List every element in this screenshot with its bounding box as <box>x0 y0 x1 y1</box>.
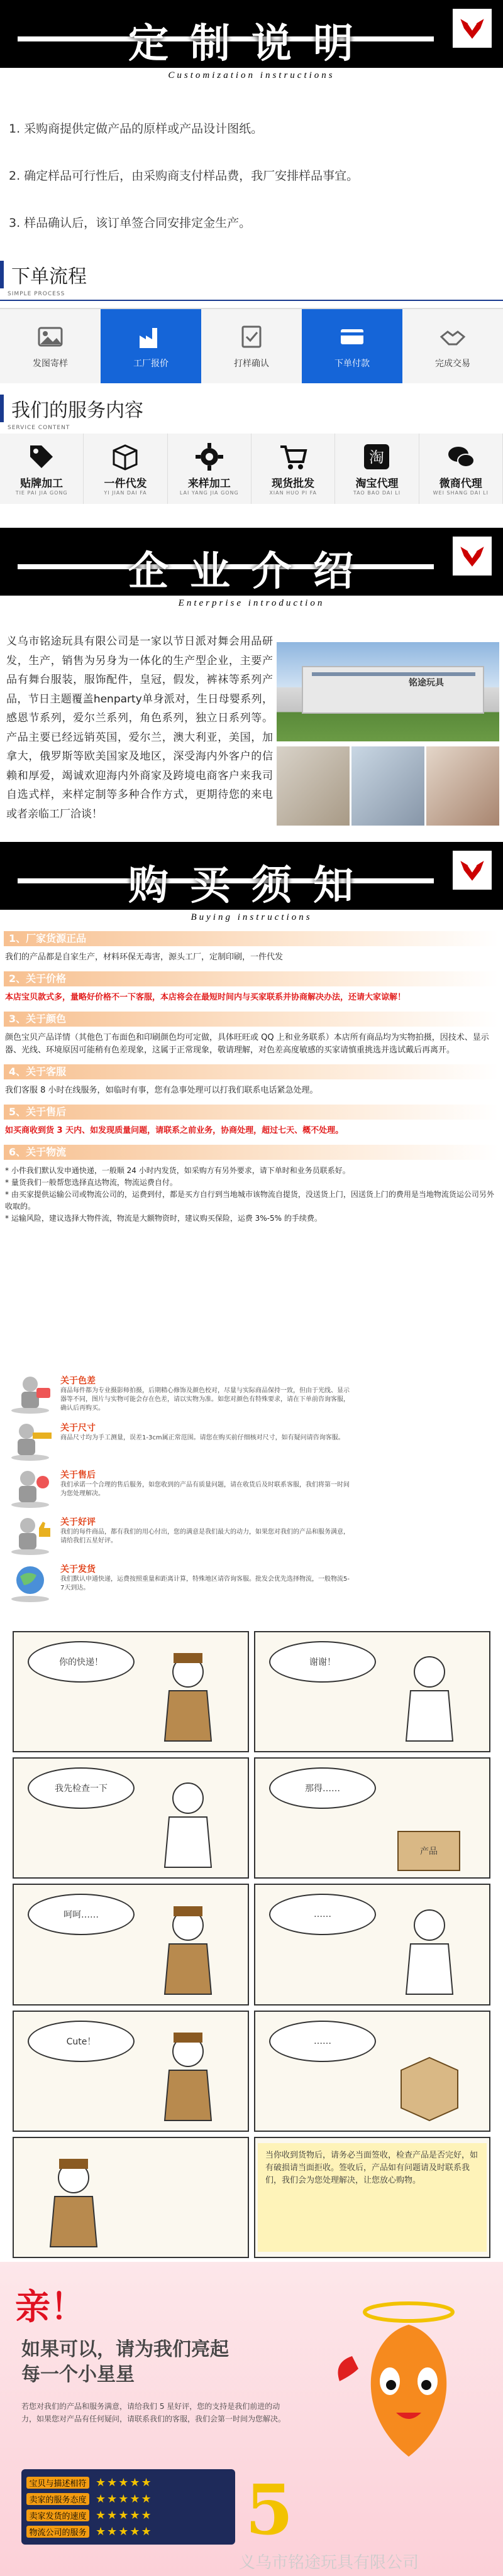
process-step-complete <box>402 309 503 383</box>
service-label: 淘宝代理 <box>355 478 399 490</box>
brand-logo-icon <box>453 851 492 890</box>
speech-bubble: 谢谢！ <box>269 1641 376 1683</box>
about-item <box>0 1514 352 1557</box>
process-step-label: 工厂报价 <box>133 359 169 369</box>
notice-text: 我们的产品都是自家生产，材料环保无毒害，源头工厂，定制印刷，一件代发 <box>5 952 284 962</box>
comic-panel <box>254 1631 490 1752</box>
services-title: 我们的服务内容 <box>0 395 503 422</box>
customize-steps <box>0 119 503 261</box>
about-item <box>0 1420 352 1463</box>
notice-text: 本店宝贝款式多，量略好价格不一下客服，本店将会在最短时间内与买家联系并协商解决办法，还请大家谅解！ <box>5 993 406 1002</box>
package-icon <box>382 2026 477 2127</box>
service-label: 微商代理 <box>439 478 482 490</box>
buying-banner <box>0 842 503 924</box>
process-step-label: 发图寄样 <box>33 359 68 369</box>
speech-bubble: Cute！ <box>28 2021 135 2062</box>
service-pinyin: YI JIAN DAI FA <box>104 490 147 496</box>
chat-icon <box>446 442 476 472</box>
comic-panel <box>13 1757 249 1879</box>
globe-icon <box>5 1561 55 1603</box>
process-step-send-sample <box>0 309 101 383</box>
services-subtitle: SERVICE CONTENT <box>8 425 70 431</box>
speech-bubble: 我先检查一下 <box>28 1767 135 1809</box>
notice-title: 4、关于客服 <box>4 1064 499 1079</box>
office-photo <box>351 746 424 826</box>
notice-title: 5、关于售后 <box>4 1105 499 1120</box>
comic-panel <box>254 2011 490 2132</box>
comic-panel <box>254 2137 490 2258</box>
speech-bubble: …… <box>269 2021 376 2062</box>
notice-title: 6、关于物流 <box>4 1145 499 1160</box>
comic-panel <box>13 2137 249 2258</box>
customer-figure-icon <box>382 1900 477 2000</box>
factory-photo <box>277 642 499 741</box>
about-label: 关于色差 <box>60 1376 96 1386</box>
speech-bubble: 那得…… <box>269 1767 376 1809</box>
banner-title: 定制说明 <box>128 20 375 67</box>
rating-row <box>26 2523 230 2540</box>
factory-icon <box>137 323 165 351</box>
speech-bubble: 你的快递！ <box>28 1641 135 1683</box>
customize-banner <box>0 0 503 82</box>
speech-bubble: …… <box>269 1894 376 1935</box>
brand-logo-icon <box>453 9 492 48</box>
rating-row <box>26 2491 230 2507</box>
five-star-badge: 5 <box>245 2469 294 2550</box>
speech-bubble: 呵呵…… <box>28 1894 135 1935</box>
greeting: 亲！ <box>15 2286 86 2328</box>
warehouse-photo <box>426 746 499 826</box>
service-item <box>84 434 167 504</box>
factory-building <box>302 666 484 714</box>
banner-title: 企业介绍 <box>128 548 375 595</box>
star-icon[interactable]: ★★★★★ <box>96 2492 153 2506</box>
courier-figure-icon <box>141 2026 235 2127</box>
process-step-label: 打样确认 <box>234 359 269 369</box>
process-header <box>0 261 503 301</box>
process-subtitle: SIMPLE PROCESS <box>8 291 65 297</box>
service-label: 一件代发 <box>104 478 147 490</box>
star-icon[interactable]: ★★★★★ <box>96 2524 153 2538</box>
customize-step: 2. 确定样品可行性后，由采购商支付样品费，我厂安排样品事宜。 <box>9 169 359 183</box>
camera-icon <box>5 1373 55 1414</box>
sample-icon <box>238 323 265 351</box>
rating-table <box>21 2469 235 2545</box>
enterprise-banner <box>0 528 503 609</box>
process-steps <box>0 308 503 383</box>
about-desc: 我们默认申通快递，运费按照重量和距离计算，特殊地区请咨询客服。批发会优先选择物流，一般物流5-7天到达。 <box>60 1576 350 1591</box>
about-label: 关于尺寸 <box>60 1423 96 1433</box>
gear-icon <box>194 442 224 472</box>
service-item <box>252 434 335 504</box>
factory-sign: 铭途玩具 <box>409 678 444 688</box>
cart-icon <box>278 442 308 472</box>
payment-icon <box>338 323 366 351</box>
star-icon[interactable]: ★★★★★ <box>96 2475 153 2489</box>
about-item <box>0 1467 352 1510</box>
service-label: 贴牌加工 <box>20 478 64 490</box>
ruler-icon <box>5 1420 55 1461</box>
comic-panel <box>254 1757 490 1879</box>
comic-panel <box>13 1631 249 1752</box>
rating-appeal <box>0 2262 503 2576</box>
rating-request: 如果可以，请为我们亮起每一个小星星 <box>21 2339 229 2386</box>
rating-note: 若您对我们的产品和服务满意，请给我们 5 星好评，您的支持是我们前进的动力，如果您对产品有任何疑问，请联系我们的客服，我们会第一时间为您解决。 <box>21 2402 286 2423</box>
service-pinyin: XIAN HUO PI FA <box>269 490 317 496</box>
comic-panel <box>13 1884 249 2005</box>
process-step-label: 完成交易 <box>435 359 470 369</box>
about-item <box>0 1561 352 1604</box>
service-icon <box>5 1467 55 1509</box>
rating-label: 卖家的服务态度 <box>26 2493 89 2505</box>
service-label: 现货批发 <box>272 478 315 490</box>
process-step-order-pay <box>302 309 402 383</box>
box-icon <box>110 442 140 472</box>
notice-text: * 小件我们默认发申通快递，一般顺 24 小时内发货，如采购方有另外要求，请下单时和业务员联系好。 * 量货我们一般帮您选择直达物流，物流运费自付。 * 由买家提供运输公司或物流公司的，运费到付，都是买方自行到当地城市该物流自提货，没送货上门，因送货上门的费用是当地物流货运公司另外收取的。 * 运输风险，建议选择大物件流，物流是大额物资时，建议购买保险，运费 3%-5% 的手续费。 <box>5 1166 494 1223</box>
rating-label: 卖家发货的速度 <box>26 2509 89 2521</box>
service-item <box>168 434 252 504</box>
banner-subtitle: Buying instructions <box>191 912 312 922</box>
image-icon <box>36 323 64 351</box>
customize-step: 3. 样品确认后，该订单签合同安排定金生产。 <box>9 216 252 230</box>
mascot-icon <box>327 2287 490 2475</box>
sticky-note: 当你收到货物后，请务必当面签收，检查产品是否完好，如有破损请当面拒收。签收后，产品如有问题请及时联系我们，我们会为您处理解决，让您放心购物。 <box>258 2143 487 2252</box>
about-label: 关于发货 <box>60 1564 96 1575</box>
service-item <box>335 434 419 504</box>
about-desc: 商品每件都为专业摄影师拍摄，后期精心修饰及颜色校对，尽量与实际商品保持一致，但由于光线、显示器等不同，图片与实物可能会存在色差，请以实物为准。如您对颜色有特殊要求，请在下单前咨询客服，确认后再购买。 <box>60 1387 350 1412</box>
rating-row <box>26 2507 230 2523</box>
service-pinyin: LAI YANG JIA GONG <box>179 490 239 496</box>
service-item <box>0 434 84 504</box>
tag-icon <box>26 442 57 472</box>
comic-strip <box>9 1627 494 2262</box>
notice-text: 颜色宝贝产品详情（其他色丁布面色和印刷颜色均可定做，具体旺旺或 QQ 上和业务联系）本店所有商品均为实物拍摄，因技术、显示器、光线、环境原因可能稍有色差现象，这属于正常现象，敬请理解，对色差高度敏感的买家请慎重挑选并选试戴后再离开。 <box>5 1033 489 1055</box>
taobao-icon <box>362 442 392 472</box>
thumbs-up-icon <box>5 1514 55 1556</box>
process-title: 下单流程 <box>0 261 503 288</box>
watermark: 义乌市铭途玩具有限公司 <box>239 2553 419 2572</box>
comic-panel <box>254 1884 490 2005</box>
services-header <box>0 395 503 435</box>
notice-text: 我们客服 8 小时在线服务，如临时有事，您有急事处理可以打我们联系电话紧急处理。 <box>5 1086 318 1095</box>
brand-logo-icon <box>453 537 492 576</box>
about-label: 关于好评 <box>60 1517 96 1527</box>
comic-panel <box>13 2011 249 2132</box>
notice-title: 2、关于价格 <box>4 971 499 986</box>
service-pinyin: TAO BAO DAI LI <box>353 490 401 496</box>
divider <box>0 300 503 301</box>
handshake-icon <box>439 323 467 351</box>
process-step-label: 下单付款 <box>334 359 370 369</box>
service-pinyin: TIE PAI JIA GONG <box>15 490 68 496</box>
services-list <box>0 434 503 504</box>
notice-title: 1、厂家货源正品 <box>4 931 499 946</box>
star-icon[interactable]: ★★★★★ <box>96 2508 153 2522</box>
banner-subtitle: Customization instructions <box>168 70 335 80</box>
about-item <box>0 1373 352 1416</box>
about-label: 关于售后 <box>60 1470 96 1480</box>
customize-step: 1. 采购商提供定做产品的原样或产品设计图纸。 <box>9 122 263 136</box>
company-description: 义乌市铭途玩具有限公司是一家以节日派对舞会用品研发，生产，销售为另身为一体化的生产型企业，主要产品有舞台服装，服饰配件，皇冠，假发，裤袜等系列产品，节日主题覆盖henparty单身派对，生日母婴系列，感恩节系列，爱尔兰系列，角色系列，独立日系列等。产品主要已经远销英国，爱尔兰，澳大利亚，美国，加拿大，俄罗斯等欧美国家及地区，深受海内外客户的信赖和厚爱，竭诚欢迎海内外商家及跨境电商客户来我司自选式样，来样定制等多种合作方式，更期待您的来电或者亲临工厂洽谈！ <box>6 635 273 821</box>
service-item <box>419 434 503 504</box>
svg-text:淘: 淘 <box>369 449 385 466</box>
showroom-photo <box>277 746 350 826</box>
courier-figure-icon <box>141 1900 235 2000</box>
process-step-sample-confirm <box>201 309 302 383</box>
product-box: 产品 <box>397 1831 460 1871</box>
buying-notice <box>0 930 503 1231</box>
customer-figure-icon <box>141 1773 235 1874</box>
rating-row <box>26 2474 230 2491</box>
banner-subtitle: Enterprise introduction <box>178 598 325 608</box>
about-desc: 我们的每件商品，都有我们的用心付出，您的满意是我们最大的动力，如果您对我们的产品和服务满意，请给我们五星好评。 <box>60 1529 350 1544</box>
notice-title: 3、关于颜色 <box>4 1012 499 1027</box>
banner-title: 购买须知 <box>128 862 375 909</box>
customer-figure-icon <box>382 1647 477 1747</box>
about-desc: 商品尺寸均为手工测量，误差1-3cm属正常范围。请您在购买前仔细核对尺寸，如有疑问请咨询客服。 <box>60 1434 345 1441</box>
rating-label: 物流公司的服务 <box>26 2526 89 2538</box>
company-section <box>0 628 503 842</box>
courier-figure-icon <box>141 1647 235 1747</box>
rating-label: 宝贝与描述相符 <box>26 2477 89 2489</box>
about-desc: 我们承诺一个合理的售后服务，如您收到的产品有质量问题，请在收货后及时联系客服，我们将第一时间为您处理解决。 <box>60 1482 350 1497</box>
notice-text: 如买商收到货 3 天内、如发现质量问题，请联系之前业务，协商处理，超过七天、概不处理。 <box>5 1126 344 1135</box>
process-step-factory-quote <box>101 309 201 383</box>
service-label: 来样加工 <box>187 478 231 490</box>
courier-figure-icon <box>26 2153 121 2253</box>
service-pinyin: WEI SHANG DAI LI <box>433 490 489 496</box>
